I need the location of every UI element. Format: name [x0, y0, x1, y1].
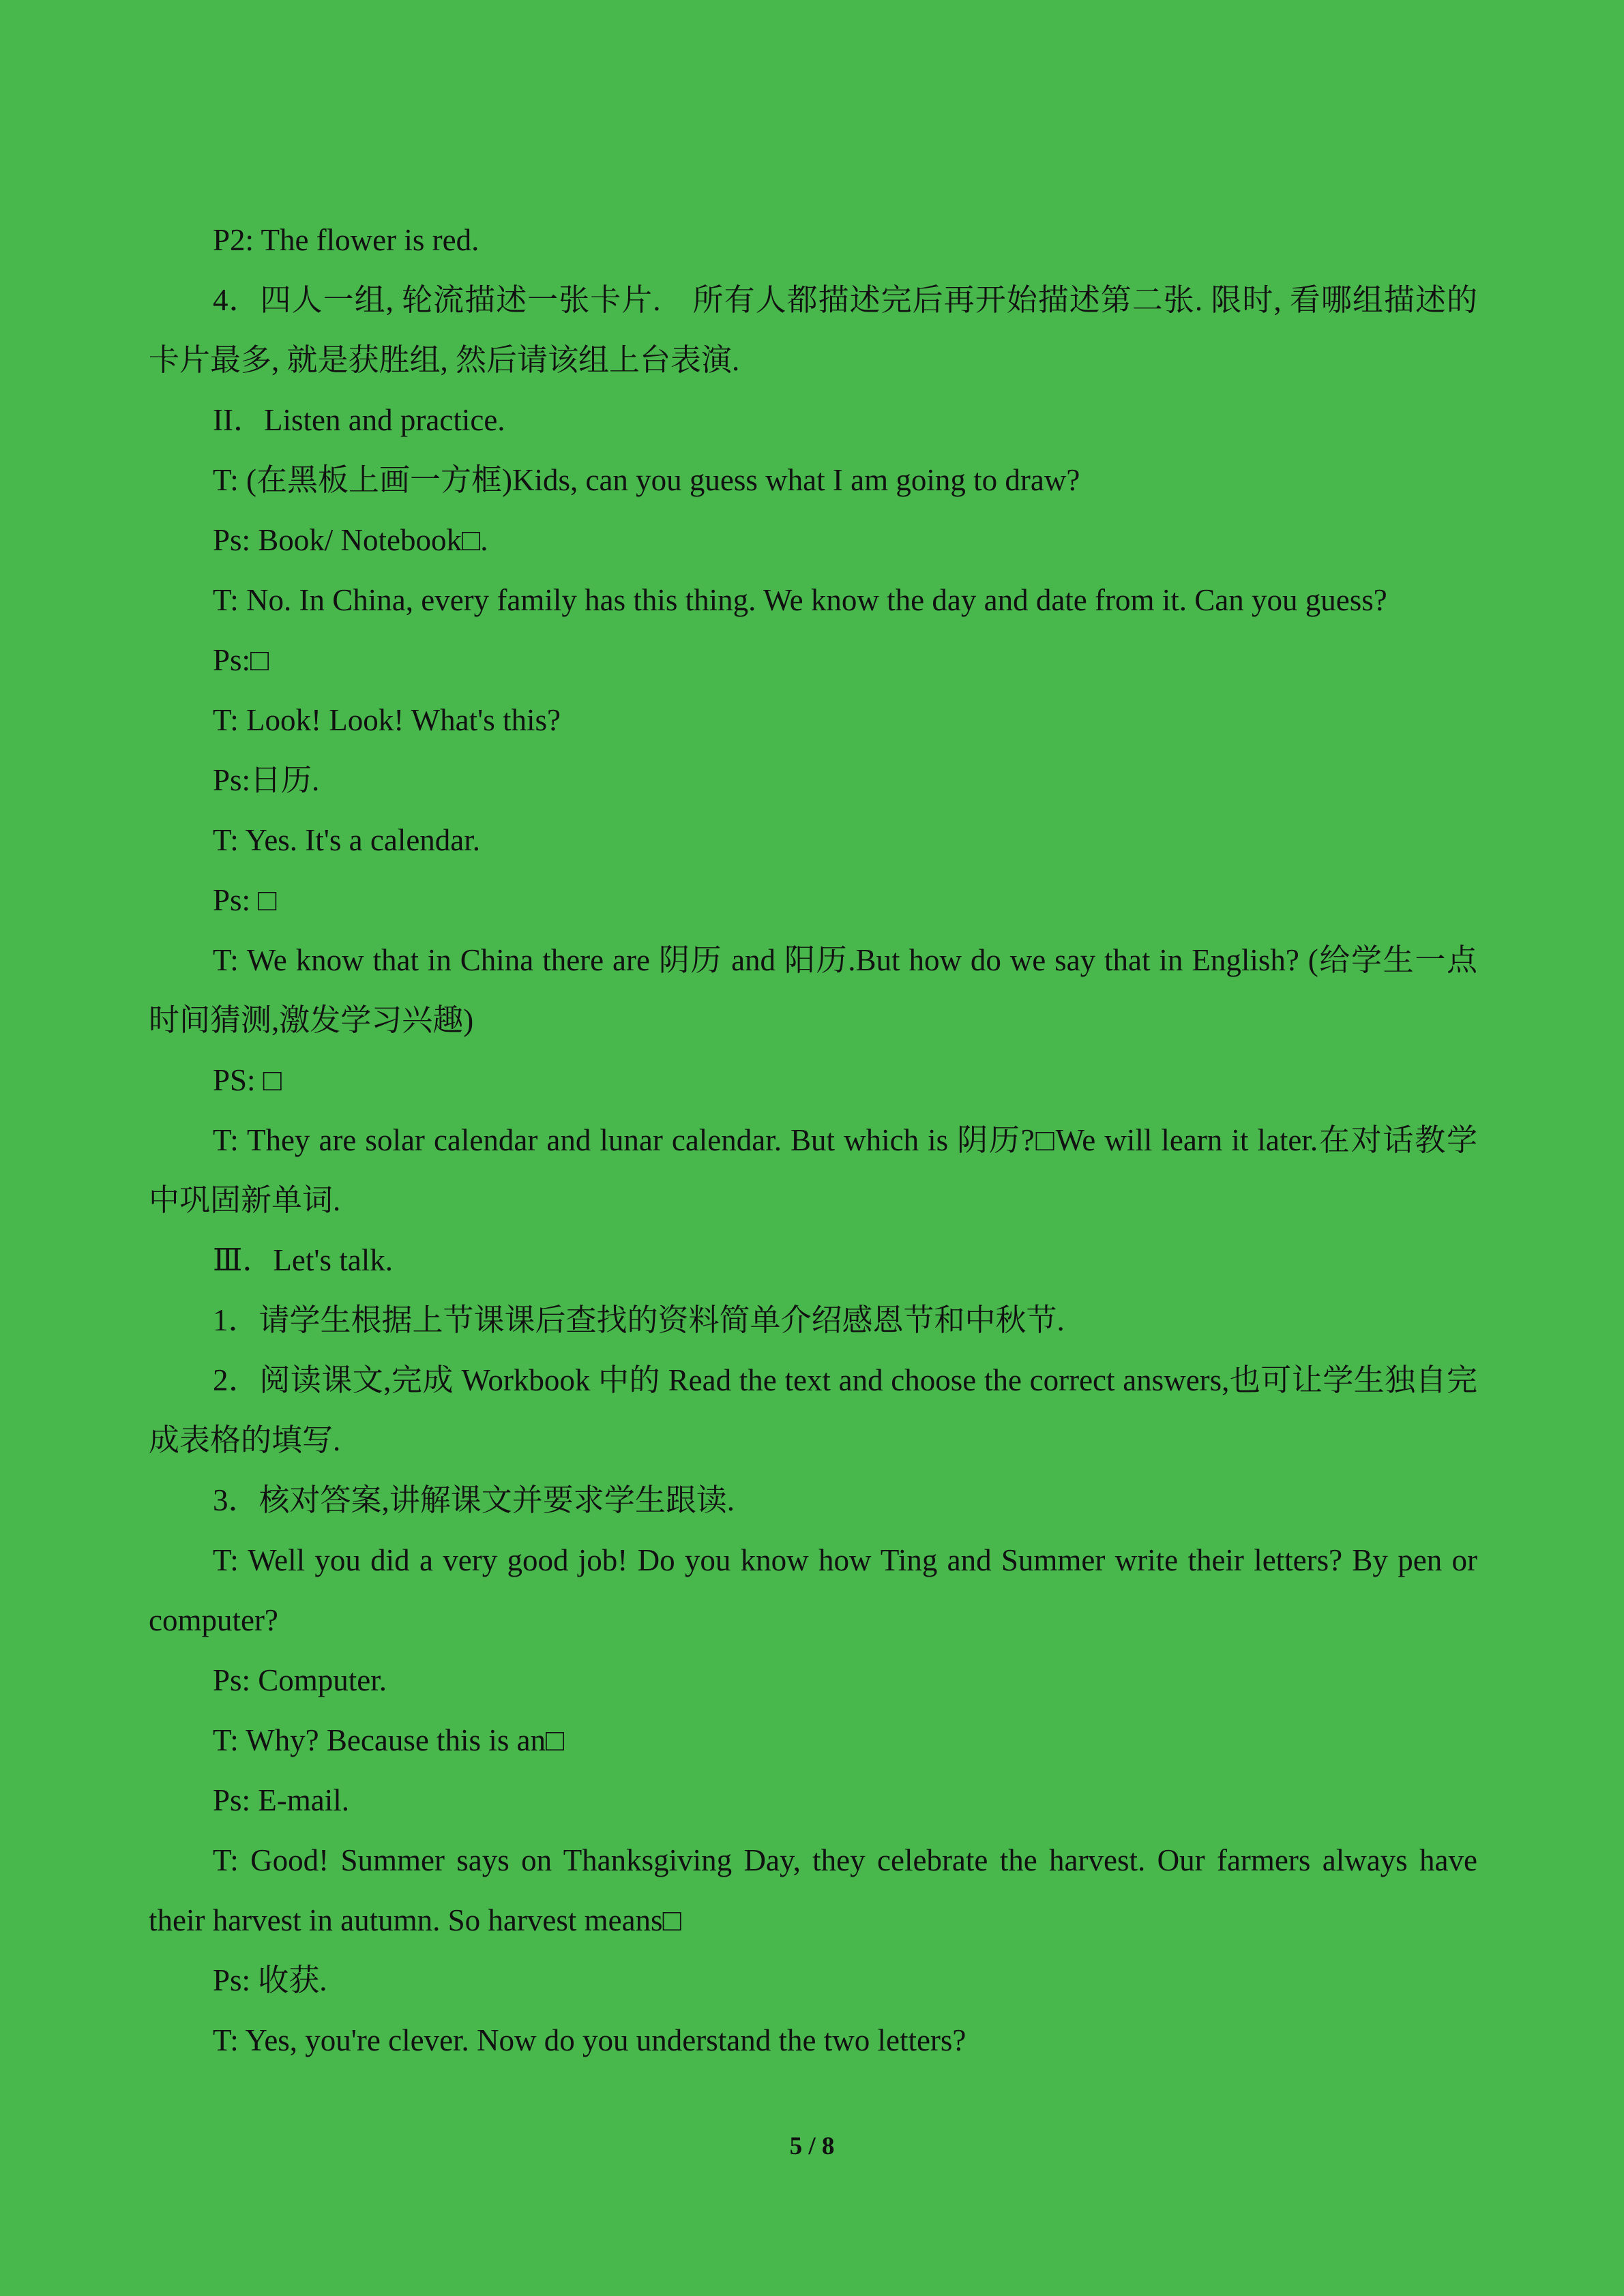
paragraph: T: (在黑板上画一方框)Kids, can you guess what I am going to draw? — [213, 463, 1080, 497]
paragraph: Ps: Book/ Notebook□. — [213, 523, 488, 557]
paragraph: T: Yes. It's a calendar. — [213, 823, 481, 857]
paragraph: Ps: Computer. — [213, 1663, 387, 1697]
paragraph: 2．阅读课文,完成 Workbook 中的 Read the text and choose the correct answers,也可让学生独自完成表格的填写. — [149, 1363, 1477, 1457]
paragraph: Ps: E-mail. — [213, 1783, 349, 1817]
page-number: 5 / 8 — [789, 2132, 835, 2160]
section-heading: Ⅲ．Let's talk. — [213, 1243, 393, 1277]
paragraph: 1．请学生根据上节课课后查找的资料简单介绍感恩节和中秋节. — [213, 1303, 1065, 1337]
paragraph: Ps: 收获. — [213, 1963, 327, 1997]
paragraph: T: Look! Look! What's this? — [213, 703, 561, 737]
paragraph: Ps: □ — [213, 883, 277, 917]
paragraph: T: We know that in China there are 阴历 and 阳历.But how do we say that in English? (给学生一点时间猜测,激发学习兴趣) — [149, 943, 1477, 1037]
paragraph: T: Yes, you're clever. Now do you understand the two letters? — [213, 2023, 966, 2057]
paragraph: P2: The flower is red. — [213, 223, 479, 257]
paragraph: T: They are solar calendar and lunar calendar. But which is 阴历?□We will learn it later.在对话教学中巩固新单词. — [149, 1123, 1477, 1217]
paragraph: Ps:日历. — [213, 763, 320, 797]
paragraph: PS: □ — [213, 1063, 282, 1097]
paragraph: T: Well you did a very good job! Do you know how Ting and Summer write their letters? By pen or computer? — [149, 1543, 1477, 1637]
paragraph: T: No. In China, every family has this thing. We know the day and date from it. Can you guess? — [213, 583, 1387, 617]
paragraph: 3．核对答案,讲解课文并要求学生跟读. — [213, 1483, 735, 1517]
paragraph: Ps:□ — [213, 643, 269, 677]
paragraph: T: Good! Summer says on Thanksgiving Day, they celebrate the harvest. Our farmers always have their harvest in autumn. So harvest means□ — [149, 1843, 1477, 1937]
paragraph: T: Why? Because this is an□ — [213, 1723, 565, 1757]
page-body — [149, 210, 1477, 2070]
paragraph: 4．四人一组, 轮流描述一张卡片. 所有人都描述完后再开始描述第二张. 限时, 看哪组描述的卡片最多, 就是获胜组, 然后请该组上台表演. — [149, 283, 1477, 377]
paragraph: II．Listen and practice. — [213, 403, 505, 437]
